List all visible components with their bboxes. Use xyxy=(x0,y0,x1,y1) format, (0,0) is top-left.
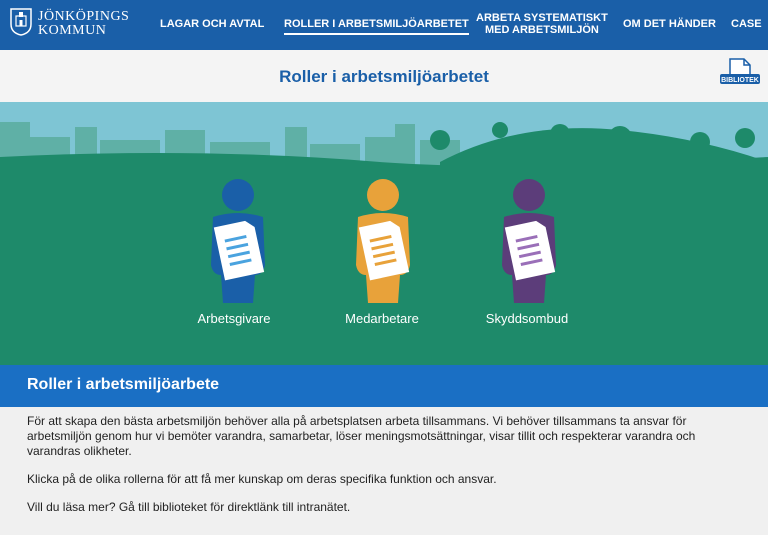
nav-arbeta-systematiskt-line-2: MED ARBETSMILJÖN xyxy=(484,24,599,36)
role-label-arbetsgivare[interactable]: Arbetsgivare xyxy=(197,311,271,326)
person-head-icon xyxy=(367,179,399,211)
logo-line-2: KOMMUN xyxy=(38,23,107,38)
person-head-icon xyxy=(222,179,254,211)
top-navigation xyxy=(0,0,768,50)
nav-roller-i-arbetsmiljoarbetet[interactable]: ROLLER I ARBETSMILJÖARBETET xyxy=(284,18,469,35)
info-paragraph-3: Vill du läsa mer? Gå till biblioteket för direktlänk till intranätet. xyxy=(27,500,351,514)
info-paragraph-1: För att skapa den bästa arbetsmiljön behöver alla på arbetsplatsen arbeta tillsammans. Vi behöver tillsammans ta ansvar för arbetsmiljön genom hur vi bemöter varandra, samarbetar, löser meningsmotsättningar, visar tillit och respekterar varandra och varandras olikheter. xyxy=(27,414,696,458)
role-label-skyddsombud[interactable]: Skyddsombud xyxy=(485,311,569,326)
logo-line-1: JÖNKÖPINGS xyxy=(38,9,130,24)
role-label-medarbetare[interactable]: Medarbetare xyxy=(345,311,419,326)
nav-om-det-hander[interactable]: OM DET HÄNDER xyxy=(623,18,716,30)
nav-lagar-och-avtal[interactable]: LAGAR OCH AVTAL xyxy=(160,18,265,30)
nav-case[interactable]: CASE xyxy=(731,18,762,30)
nav-arbeta-systematiskt[interactable] xyxy=(476,12,608,36)
page-title: Roller i arbetsmiljöarbetet xyxy=(279,67,489,86)
info-heading: Roller i arbetsmiljöarbete xyxy=(27,376,220,393)
jonkoping-kommun-logo[interactable] xyxy=(10,8,134,42)
library-book-icon[interactable] xyxy=(718,57,762,87)
nav-arbeta-systematiskt-line-1: ARBETA SYSTEMATISKT xyxy=(476,12,608,24)
info-content xyxy=(27,414,743,528)
info-paragraph-2: Klicka på de olika rollerna för att få mer kunskap om deras specifika funktion och ansvar. xyxy=(27,472,497,486)
crest-icon xyxy=(10,8,32,36)
library-label: BIBLIOTEK xyxy=(721,77,759,84)
person-head-icon xyxy=(513,179,545,211)
